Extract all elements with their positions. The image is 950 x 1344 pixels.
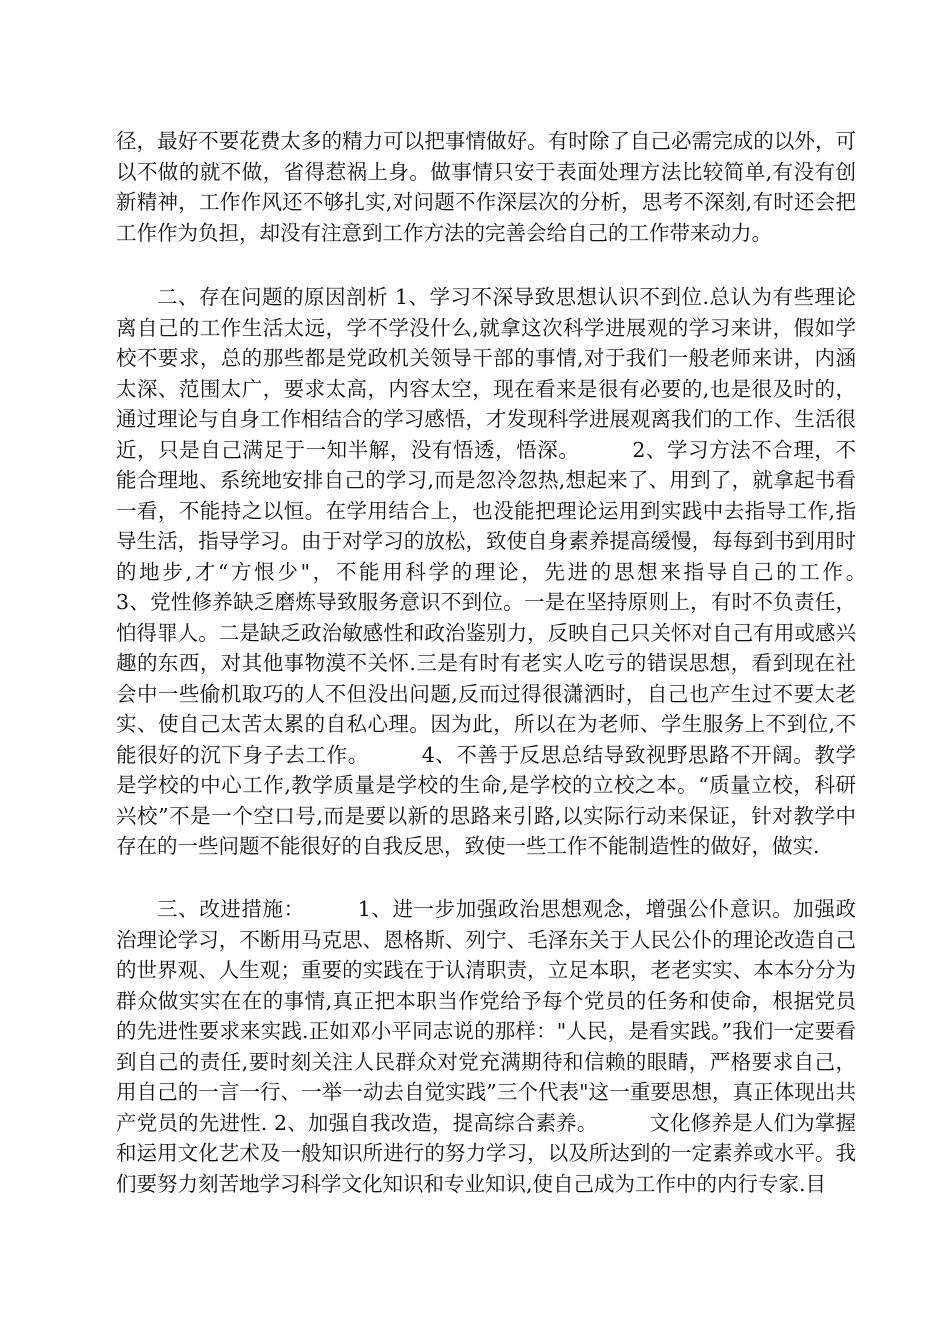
paragraph-continuation: 径，最好不要花费太多的精力可以把事情做好。有时除了自己必需完成的以外，可以不做的就不做，省得惹祸上身。做事情只安于表面处理方法比较简单,有没有创新精神，工作作风还不够扎实,对问题不作深层次的分析，思考不深刻,有时还会把工作作为负担，却没有注意到工作方法的完善会给自己的工作带来动力。 — [116, 129, 856, 245]
paragraph-problem-causes: 二、存在问题的原因剖析 1、学习不深导致思想认识不到位.总认为有些理论离自己的工作生活太远，学不学没什么,就拿这次科学进展观的学习来讲，假如学校不要求，总的那些都是党政机关领导干部的事情,对于我们一般老师来讲，内涵太深、范围太广，要求太高，内容太空，现在看来是很有必要的,也是很及时的，通过理论与自身工作相结合的学习感悟，才发现科学进展观离我们的工作、生活很近，只是自己满足于一知半解，没有悟透，悟深。 2、学习方法不合理，不能合理地、系统地安排自己的学习,而是忽冷忽热,想起来了、用到了，就拿起书看一看，不能持之以恒。在学用结合上，也没能把理论运用到实践中去指导工作,指导生活，指导学习。由于对学习的放松，致使自身素养提高缓慢，每每到书到用时的地步,才“方恨少"，不能用科学的理论，先进的思想来指导自己的工作。 3、党性修养缺乏磨炼导致服务意识不到位。一是在坚持原则上，有时不负责任，怕得罪人。二是缺乏政治敏感性和政治鉴别力，反映自己只关怀对自己有用或感兴趣的东西，对其他事物漠不关怀.三是有时有老实人吃亏的错误思想，看到现在社会中一些偷机取巧的人不但没出问题,反而过得很潇洒时，自己也产生过不要太老实、使自己太苦太累的自私心理。因为此，所以在为老师、学生服务上不到位,不能很好的沉下身子去工作。 4、不善于反思总结导致视野思路不开阔。教学是学校的中心工作,教学质量是学校的生命,是学校的立校之本。“质量立校，科研兴校”不是一个空口号,而是要以新的思路来引路,以实际行动来保证，针对教学中存在的一些问题不能很好的自我反思，致使一些工作不能制造性的做好，做实. — [116, 285, 918, 858]
paragraph-improvement-measures: 三、改进措施： 1、进一步加强政治思想观念，增强公仆意识。加强政治理论学习，不断用马克思、恩格斯、列宁、毛泽东关于人民公仆的理论改造自己的世界观、人生观；重要的实践在于认清职责，立足本职，老老实实、本本分分为群众做实实在在的事情,真正把本职当作党给予每个党员的任务和使命，根据党员的先进性要求来实践.正如邓小平同志说的那样："人民，是看实践。”我们一定要看到自己的责任,要时刻关注人民群众对党充满期待和信赖的眼睛，严格要求自己，用自己的一言一行、一举一动去自觉实践”三个代表"这一重要思想，真正体现出共产党员的先进性. 2、加强自我改造，提高综合素养。 文化修养是人们为掌握和运用文化艺术及一般知识所进行的努力学习，以及所达到的一定素养或水平。我们要努力刻苦地学习科学文化知识和专业知识,使自己成为工作中的内行专家.目 — [116, 897, 856, 1196]
